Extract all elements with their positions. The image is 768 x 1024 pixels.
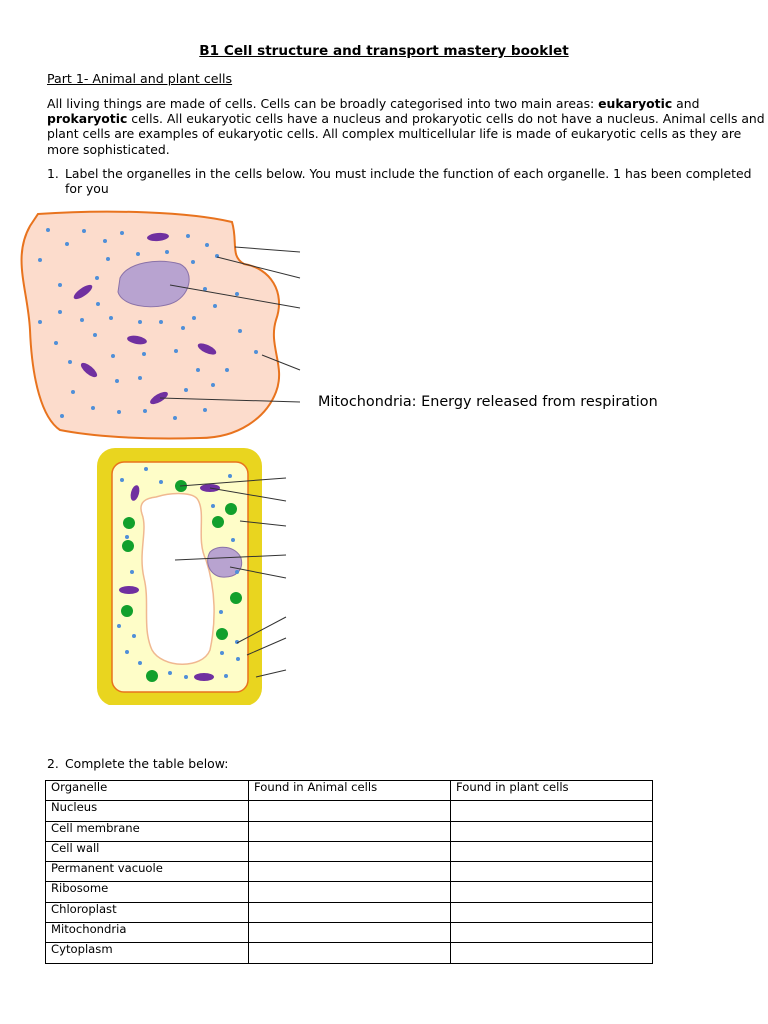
- organelle-name: Ribosome: [46, 882, 249, 902]
- organelle-name: Mitochondria: [46, 923, 249, 943]
- question-1-text: Label the organelles in the cells below. You must include the function of each organelle. 1 has been completed: [65, 166, 752, 181]
- animal-answer-cell[interactable]: [249, 943, 451, 963]
- plant-answer-cell[interactable]: [451, 841, 653, 861]
- plant-answer-cell[interactable]: [451, 862, 653, 882]
- header-plant: Found in plant cells: [451, 781, 653, 801]
- organelle-name: Chloroplast: [46, 902, 249, 922]
- section-heading: Part 1- Animal and plant cells: [47, 71, 233, 86]
- table-row: [46, 821, 653, 841]
- intro-line-1: All living things are made of cells. Cells can be broadly categorised into two main areas: eukaryotic and: [47, 96, 700, 111]
- organelle-name: Permanent vacuole: [46, 862, 249, 882]
- organelle-name: Nucleus: [46, 801, 249, 821]
- header-organelle: Organelle: [46, 781, 249, 801]
- animal-answer-cell[interactable]: [249, 801, 451, 821]
- organelle-name: Cell wall: [46, 841, 249, 861]
- animal-cell-membrane: [22, 212, 280, 439]
- table-row: [46, 862, 653, 882]
- plant-cell: [97, 448, 286, 705]
- animal-nucleus: [118, 261, 189, 306]
- organelle-table: [45, 780, 653, 964]
- organelle-name: Cytoplasm: [46, 943, 249, 963]
- animal-answer-cell[interactable]: [249, 841, 451, 861]
- question-2-number: 2.: [47, 756, 59, 771]
- intro-line-2: prokaryotic cells. All eukaryotic cells have a nucleus and prokaryotic cells do not have a nucleus. Animal cells and: [47, 111, 765, 126]
- intro-line-3: plant cells are examples of eukaryotic cells. All complex multicellular life is made of eukaryotic cells as they are: [47, 126, 742, 141]
- plant-answer-cell[interactable]: [451, 882, 653, 902]
- animal-answer-cell[interactable]: [249, 923, 451, 943]
- page-title: B1 Cell structure and transport mastery booklet: [199, 43, 569, 59]
- animal-answer-cell[interactable]: [249, 821, 451, 841]
- question-1-text-cont: for you: [65, 181, 109, 196]
- mitochondria-label: Mitochondria: Energy released from respiration: [318, 394, 658, 410]
- table-row: [46, 902, 653, 922]
- eukaryotic-term: eukaryotic: [598, 96, 673, 111]
- animal-cell: [22, 212, 300, 439]
- intro-line-4: more sophisticated.: [47, 142, 170, 157]
- table-row: [46, 801, 653, 821]
- animal-answer-cell[interactable]: [249, 862, 451, 882]
- cell-diagrams: [0, 205, 768, 705]
- plant-answer-cell[interactable]: [451, 902, 653, 922]
- plant-answer-cell[interactable]: [451, 923, 653, 943]
- plant-answer-cell[interactable]: [451, 943, 653, 963]
- animal-answer-cell[interactable]: [249, 882, 451, 902]
- table-row: [46, 841, 653, 861]
- question-2-text: Complete the table below:: [65, 756, 229, 771]
- table-row: [46, 943, 653, 963]
- prokaryotic-term: prokaryotic: [47, 111, 128, 126]
- animal-answer-cell[interactable]: [249, 902, 451, 922]
- plant-answer-cell[interactable]: [451, 801, 653, 821]
- header-animal: Found in Animal cells: [249, 781, 451, 801]
- question-1-number: 1.: [47, 166, 59, 181]
- organelle-name: Cell membrane: [46, 821, 249, 841]
- table-row: [46, 923, 653, 943]
- table-row: [46, 882, 653, 902]
- table-header-row: [46, 781, 653, 801]
- plant-answer-cell[interactable]: [451, 821, 653, 841]
